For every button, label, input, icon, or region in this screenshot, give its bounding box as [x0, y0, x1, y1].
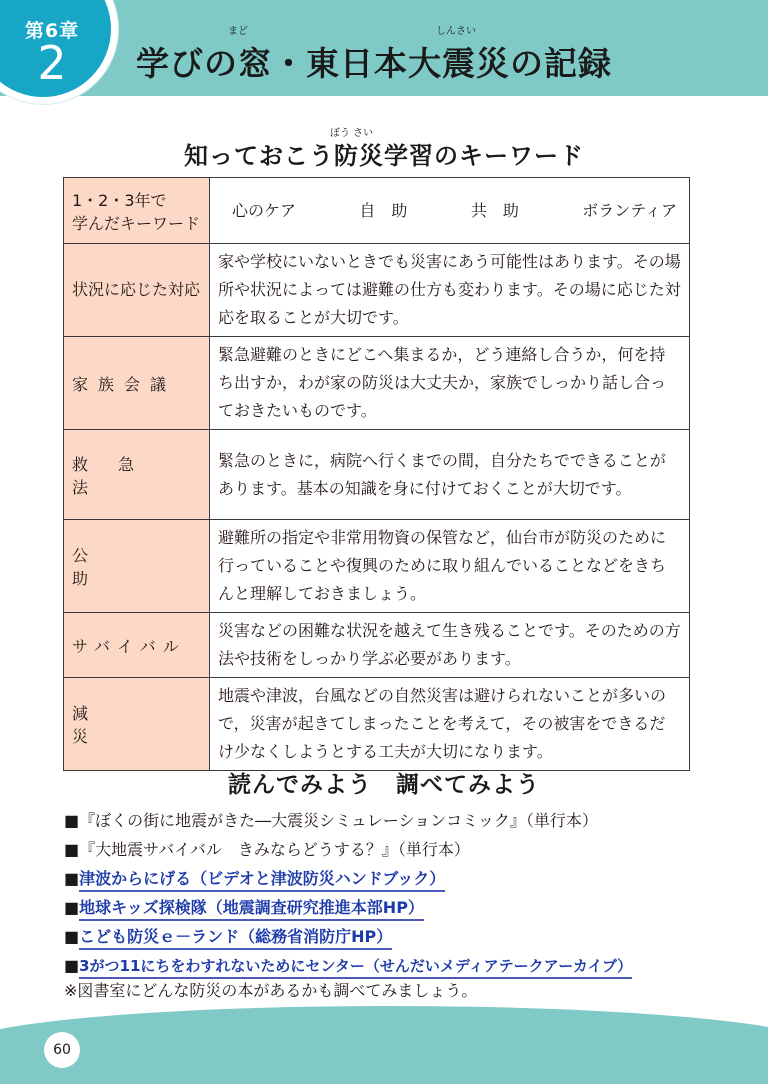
topic-volunteer: ボランティア — [582, 200, 677, 220]
list-item-link[interactable] — [64, 951, 724, 980]
page-title: 学びの窓・東日本大震災の記録 — [136, 44, 612, 83]
reading-heading: 読んでみよう 調べてみよう — [228, 772, 540, 798]
book-title: 『ぼくの街に地震がきた―大震災シミュレーションコミック』（単行本） — [79, 811, 598, 830]
row-text: 避難所の指定や非常用物資の保管など，仙台市が防災のために行っていることや復興のために取り組んでいることなどをきちんと理解しておきましょう。 — [210, 520, 690, 613]
library-note: ※図書室にどんな防災の本があるかも調べてみましょう。 — [64, 981, 478, 1000]
table-row — [64, 430, 690, 520]
row-key: 状況に応じた対応 — [64, 244, 210, 337]
page-number: 60 — [44, 1032, 80, 1068]
ruby-shinsai: しんさい — [436, 26, 476, 37]
reading-list — [64, 806, 724, 980]
footer-wave — [0, 1006, 768, 1084]
table-row — [64, 678, 690, 771]
row-text: 緊急避難のときにどこへ集まるか，どう連絡し合うか，何を持ち出すか，わが家の防災は大丈夫か，家族でしっかり話し合っておきたいものです。 — [210, 337, 690, 430]
row-key: サバイバル — [64, 613, 210, 678]
row-text: 地震や津波，台風などの自然災害は避けられないことが多いので，災害が起きてしまったことを考えて，その被害をできるだけ少なくしようとする工夫が大切になります。 — [210, 678, 690, 771]
bullet-square-icon: ■ — [64, 840, 80, 859]
bullet-square-icon: ■ — [64, 898, 80, 917]
list-item-link[interactable] — [64, 893, 724, 922]
header-key-cell — [64, 178, 210, 244]
chapter-label: 第6章 — [24, 20, 80, 42]
link-311-center[interactable]: 3がつ11にちをわすれないためにセンター（せんだいメディアテークアーカイブ） — [79, 957, 632, 979]
bullet-square-icon: ■ — [64, 927, 80, 946]
list-item-link[interactable] — [64, 922, 724, 951]
bullet-square-icon: ■ — [64, 811, 80, 830]
list-item — [64, 835, 724, 864]
bullet-square-icon: ■ — [64, 956, 80, 975]
header-topics-cell — [210, 178, 690, 244]
row-text: 家や学校にいないときでも災害にあう可能性はあります。その場所や状況によっては避難の仕方も変わります。その場に応じた対応を取ることが大切です。 — [210, 244, 690, 337]
table-row — [64, 244, 690, 337]
bullet-square-icon: ■ — [64, 869, 80, 888]
topic-kokoro-care: 心のケア — [232, 200, 297, 220]
section-heading: 知っておこう防災学習のキーワード — [184, 142, 584, 170]
row-key: 減災 — [64, 678, 210, 771]
header-key-line1: 1・2・3年で — [72, 190, 167, 210]
header-key-line2: 学んだキーワード — [72, 213, 201, 233]
ruby-mado: まど — [228, 26, 248, 37]
link-kids-explorers[interactable]: 地球キッズ探検隊（地震調査研究推進本部HP） — [79, 898, 424, 921]
keyword-table — [63, 177, 690, 771]
row-key: 救急法 — [64, 430, 210, 520]
table-header-row — [64, 178, 690, 244]
topic-jijo: 自 助 — [359, 200, 408, 220]
row-text: 災害などの困難な状況を越えて生き残ることです。そのための方法や技術をしっかり学ぶ必要があります。 — [210, 613, 690, 678]
row-key: 家族会議 — [64, 337, 210, 430]
chapter-number: 2 — [37, 36, 67, 90]
link-tsunami[interactable]: 津波からにげる（ビデオと津波防災ハンドブック） — [79, 869, 445, 892]
list-item — [64, 806, 724, 835]
table-row — [64, 520, 690, 613]
list-item-link[interactable] — [64, 864, 724, 893]
row-key: 公助 — [64, 520, 210, 613]
book-title: 『大地震サバイバル きみならどうする？』（単行本） — [79, 840, 470, 859]
table-row — [64, 337, 690, 430]
topic-kyojo: 共 助 — [470, 200, 519, 220]
ruby-bousai: ぼう さい — [330, 128, 374, 139]
table-row — [64, 613, 690, 678]
link-kodomo-bousai[interactable]: こども防災ｅ－ランド（総務省消防庁HP） — [79, 927, 392, 950]
row-text: 緊急のときに，病院へ行くまでの間，自分たちでできることがあります。基本の知識を身に付けておくことが大切です。 — [210, 430, 690, 520]
